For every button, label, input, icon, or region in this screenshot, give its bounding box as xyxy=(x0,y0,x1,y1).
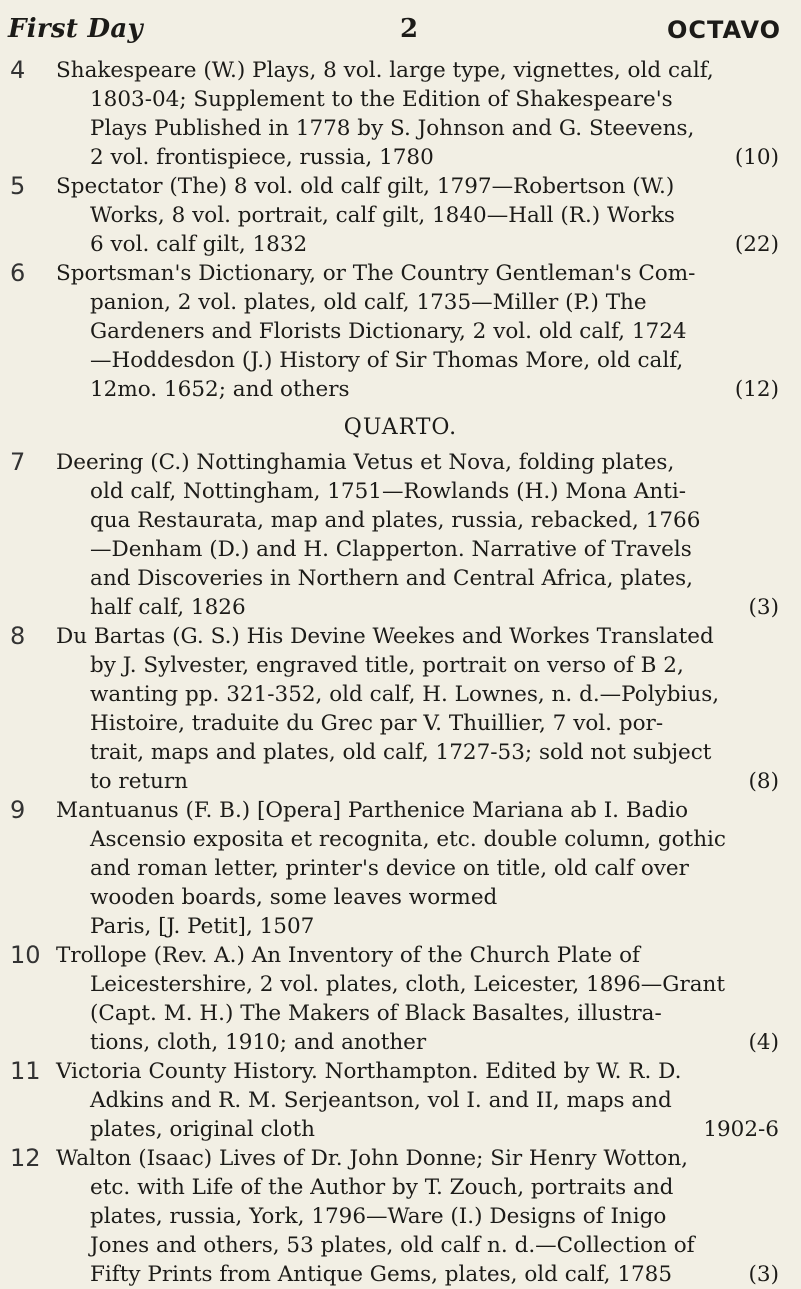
lot-price: (10) xyxy=(734,145,779,170)
lot-description-line xyxy=(56,448,779,477)
lot-line-text: Sportsman's Dictionary, or The Country Gentleman's Com- xyxy=(56,261,696,286)
lot-description-line xyxy=(56,230,779,259)
lot-line-text: Jones and others, 53 plates, old calf n. d.—Collection of xyxy=(90,1233,695,1258)
lot-number: 4 xyxy=(10,56,26,84)
lot-entry xyxy=(0,56,801,172)
lot-entry xyxy=(0,622,801,796)
lot-price: (3) xyxy=(748,595,779,620)
lot-line-text: old calf, Nottingham, 1751—Rowlands (H.) Mona Anti- xyxy=(90,479,686,504)
lot-description-line xyxy=(56,1202,779,1231)
lot-line-text: wooden boards, some leaves wormed xyxy=(90,885,498,910)
lot-number: 9 xyxy=(10,796,26,824)
lot-line-text: wanting pp. 321-352, old calf, H. Lownes, n. d.—Polybius, xyxy=(90,682,720,707)
lot-line-text: to return xyxy=(90,769,189,794)
lot-description-line xyxy=(56,709,779,738)
lot-line-text: etc. with Life of the Author by T. Zouch, portraits and xyxy=(90,1175,674,1200)
lot-price: (22) xyxy=(734,232,779,257)
lot-line-text: half calf, 1826 xyxy=(90,595,246,620)
lot-description-line xyxy=(56,970,779,999)
lot-price: (8) xyxy=(748,769,779,794)
lot-description-line xyxy=(56,85,779,114)
lot-line-text: Ascensio exposita et recognita, etc. double column, gothic xyxy=(90,827,726,852)
lot-number: 7 xyxy=(10,448,26,476)
lot-number: 10 xyxy=(10,941,41,969)
lot-line-text: Gardeners and Florists Dictionary, 2 vol. old calf, 1724 xyxy=(90,319,687,344)
lot-description-line xyxy=(56,506,779,535)
lot-description-line xyxy=(56,999,779,1028)
lot-line-text: Victoria County History. Northampton. Edited by W. R. D. xyxy=(56,1059,682,1084)
lot-entry xyxy=(0,941,801,1057)
lot-line-text: 6 vol. calf gilt, 1832 xyxy=(90,232,308,257)
lot-line-text: —Denham (D.) and H. Clapperton. Narrative of Travels xyxy=(90,537,692,562)
lot-description-line xyxy=(56,941,779,970)
lot-line-text: 2 vol. frontispiece, russia, 1780 xyxy=(90,145,434,170)
lot-entry xyxy=(0,1144,801,1289)
lot-line-text: Paris, [J. Petit], 1507 xyxy=(90,914,315,939)
lot-description-line xyxy=(56,1115,779,1144)
lot-line-text: Fifty Prints from Antique Gems, plates, old calf, 1785 xyxy=(90,1262,673,1287)
lot-line-text: —Hoddesdon (J.) History of Sir Thomas More, old calf, xyxy=(90,348,684,373)
lot-description-line xyxy=(56,825,779,854)
lot-description-line xyxy=(56,477,779,506)
lot-description-line xyxy=(56,1231,779,1260)
lot-line-text: panion, 2 vol. plates, old calf, 1735—Miller (P.) The xyxy=(90,290,647,315)
lot-description-line xyxy=(56,593,779,622)
lot-description-line xyxy=(56,1057,779,1086)
lot-line-text: and Discoveries in Northern and Central Africa, plates, xyxy=(90,566,693,591)
lot-line-text: Walton (Isaac) Lives of Dr. John Donne; Sir Henry Wotton, xyxy=(56,1146,689,1171)
lot-description-line xyxy=(56,375,779,404)
lot-description-line xyxy=(56,1028,779,1057)
header-day-title: First Day xyxy=(8,14,143,44)
lot-description-line xyxy=(56,535,779,564)
lot-line-text: tions, cloth, 1910; and another xyxy=(90,1030,427,1055)
lot-description-line xyxy=(56,56,779,85)
lot-number: 8 xyxy=(10,622,26,650)
lot-description-line xyxy=(56,1144,779,1173)
lot-line-text: and roman letter, printer's device on title, old calf over xyxy=(90,856,689,881)
lot-description-line xyxy=(56,114,779,143)
lot-description-line xyxy=(56,201,779,230)
lot-line-text: plates, original cloth xyxy=(90,1117,315,1142)
lot-line-text: plates, russia, York, 1796—Ware (I.) Designs of Inigo xyxy=(90,1204,667,1229)
lot-line-text: Histoire, traduite du Grec par V. Thuillier, 7 vol. por- xyxy=(90,711,664,736)
lot-description-line xyxy=(56,317,779,346)
lot-description-line xyxy=(56,912,779,941)
lot-number: 11 xyxy=(10,1057,41,1085)
lot-description-line xyxy=(56,143,779,172)
lot-line-text: Leicestershire, 2 vol. plates, cloth, Leicester, 1896—Grant xyxy=(90,972,726,997)
lot-description-line xyxy=(56,767,779,796)
header-section-label: OCTAVO xyxy=(666,16,781,44)
lot-number: 6 xyxy=(10,259,26,287)
lot-line-text: Deering (C.) Nottinghamia Vetus et Nova, folding plates, xyxy=(56,450,675,475)
lot-description-line xyxy=(56,796,779,825)
lot-description-line xyxy=(56,622,779,651)
lot-line-text: Trollope (Rev. A.) An Inventory of the Church Plate of xyxy=(56,943,641,968)
catalogue-entries xyxy=(0,56,801,1289)
lot-description-line xyxy=(56,1173,779,1202)
lot-description-line xyxy=(56,738,779,767)
lot-description-line xyxy=(56,1086,779,1115)
lot-entry xyxy=(0,796,801,941)
lot-description-line xyxy=(56,564,779,593)
lot-entry xyxy=(0,259,801,404)
lot-line-text: Plays Published in 1778 by S. Johnson and G. Steevens, xyxy=(90,116,695,141)
lot-description-line xyxy=(56,651,779,680)
quarto-lot-list xyxy=(0,448,801,1289)
lot-price: (3) xyxy=(748,1262,779,1287)
lot-number: 5 xyxy=(10,172,26,200)
lot-line-text: by J. Sylvester, engraved title, portrait on verso of B 2, xyxy=(90,653,684,678)
lot-line-text: trait, maps and plates, old calf, 1727-53; sold not subject xyxy=(90,740,712,765)
lot-line-text: Du Bartas (G. S.) His Devine Weekes and Workes Translated xyxy=(56,624,714,649)
lot-description-line xyxy=(56,346,779,375)
lot-line-text: Adkins and R. M. Serjeantson, vol I. and II, maps and xyxy=(90,1088,672,1113)
lot-number: 12 xyxy=(10,1144,41,1172)
lot-description-line xyxy=(56,288,779,317)
lot-line-text: qua Restaurata, map and plates, russia, rebacked, 1766 xyxy=(90,508,701,533)
lot-line-text: Shakespeare (W.) Plays, 8 vol. large type, vignettes, old calf, xyxy=(56,58,714,83)
lot-line-text: 1803-04; Supplement to the Edition of Shakespeare's xyxy=(90,87,673,112)
lot-line-text: Works, 8 vol. portrait, calf gilt, 1840—Hall (R.) Works xyxy=(90,203,675,228)
lot-price: (4) xyxy=(748,1030,779,1055)
lot-description-line xyxy=(56,259,779,288)
lot-line-text: (Capt. M. H.) The Makers of Black Basaltes, illustra- xyxy=(90,1001,662,1026)
lot-description-line xyxy=(56,883,779,912)
lot-entry xyxy=(0,172,801,259)
lot-line-text: Spectator (The) 8 vol. old calf gilt, 1797—Robertson (W.) xyxy=(56,174,675,199)
section-heading-quarto: QUARTO. xyxy=(343,415,458,440)
lot-description-line xyxy=(56,854,779,883)
lot-description-line xyxy=(56,680,779,709)
lot-price: 1902-6 xyxy=(703,1117,779,1142)
lot-entry xyxy=(0,448,801,622)
lot-description-line xyxy=(56,172,779,201)
lot-price: (12) xyxy=(734,377,779,402)
lot-line-text: 12mo. 1652; and others xyxy=(90,377,350,402)
octavo-lot-list xyxy=(0,56,801,404)
page-number: 2 xyxy=(400,14,419,44)
lot-line-text: Mantuanus (F. B.) [Opera] Parthenice Mariana ab I. Badio xyxy=(56,798,689,823)
page-header xyxy=(8,8,781,52)
lot-entry xyxy=(0,1057,801,1144)
